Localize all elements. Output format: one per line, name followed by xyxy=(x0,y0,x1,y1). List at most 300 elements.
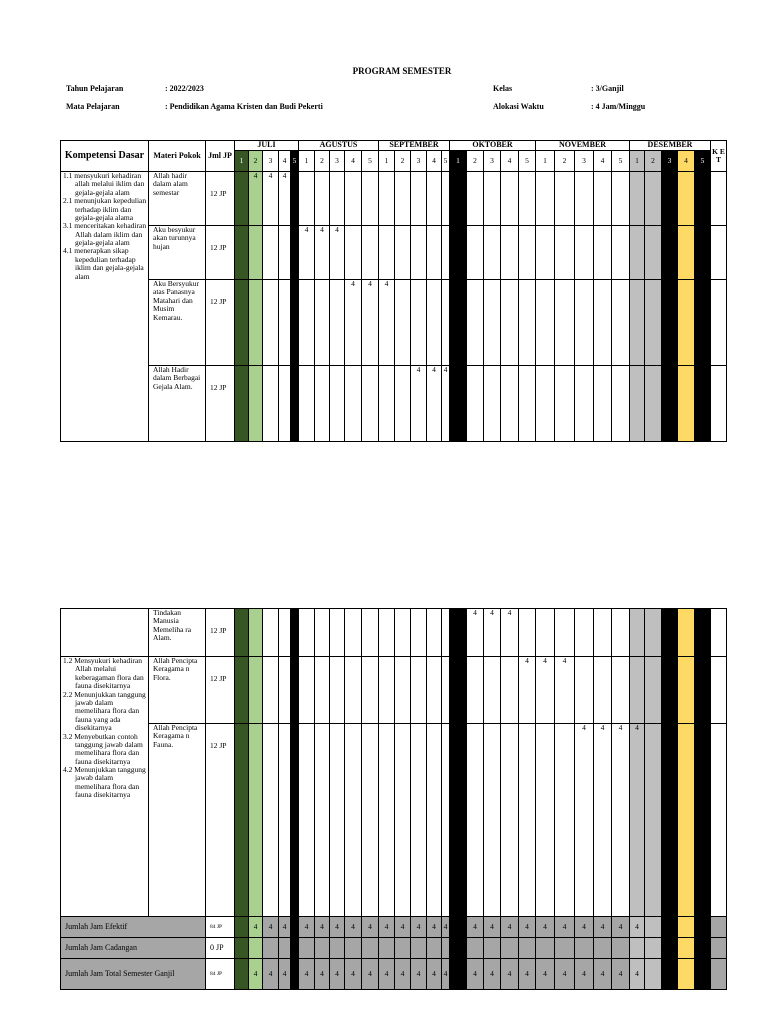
summary-week-cell xyxy=(519,938,536,959)
week-cell xyxy=(330,724,345,917)
week-cell xyxy=(395,225,411,279)
week-cell xyxy=(645,279,662,365)
week-cell xyxy=(484,171,501,225)
jp-value: 4 xyxy=(282,170,287,180)
table-row xyxy=(61,171,727,225)
week-cell xyxy=(263,365,279,441)
week-cell xyxy=(450,279,467,365)
week-cell xyxy=(555,225,575,279)
week-cell xyxy=(442,279,450,365)
week-cell xyxy=(299,171,315,225)
week-number: 3 xyxy=(411,150,427,171)
jp-value: 4 xyxy=(473,608,477,617)
summary-week-cell xyxy=(362,938,379,959)
summary-week-cell xyxy=(450,959,467,990)
jp-value: 4 xyxy=(335,224,339,234)
summary-week-cell xyxy=(594,959,612,990)
ket-cell xyxy=(711,657,727,724)
week-cell xyxy=(263,657,279,724)
week-cell xyxy=(379,279,395,365)
jp-cell: 12 JP xyxy=(206,609,235,657)
summary-week-cell xyxy=(645,959,662,990)
week-cell xyxy=(678,724,695,917)
week-number: 3 xyxy=(330,150,345,171)
week-number: 2 xyxy=(467,150,484,171)
week-cell xyxy=(249,724,263,917)
week-cell xyxy=(235,171,249,225)
jp-value: 4 xyxy=(543,968,547,978)
summary-week-cell xyxy=(519,917,536,938)
jp-value: 4 xyxy=(525,968,529,978)
jp-value: 4 xyxy=(368,921,372,931)
summary-week-cell xyxy=(678,917,695,938)
jp-value: 4 xyxy=(490,608,494,617)
week-cell xyxy=(594,279,612,365)
summary-week-cell xyxy=(630,938,645,959)
jp-value: 4 xyxy=(543,656,547,665)
week-cell xyxy=(594,225,612,279)
jp-value: 4 xyxy=(384,968,389,978)
summary-week-cell xyxy=(450,917,467,938)
week-cell xyxy=(330,279,345,365)
week-cell xyxy=(536,657,555,724)
week-cell xyxy=(612,279,630,365)
week-number: 3 xyxy=(484,150,501,171)
week-cell xyxy=(442,171,450,225)
month-header: NOVEMBER xyxy=(536,141,630,151)
week-cell xyxy=(427,279,442,365)
week-number: 4 xyxy=(678,150,695,171)
materi-cell: Aku besyukur akan turunnya hujan xyxy=(149,225,206,279)
week-cell xyxy=(519,657,536,724)
week-cell xyxy=(630,609,645,657)
week-cell xyxy=(695,279,711,365)
jp-value: 4 xyxy=(582,723,586,732)
week-number: 4 xyxy=(594,150,612,171)
summary-jp: 0 JP xyxy=(206,938,235,959)
ket-cell xyxy=(711,171,727,225)
jp-value: 4 xyxy=(618,968,623,978)
summary-week-cell xyxy=(345,917,362,938)
week-cell xyxy=(427,171,442,225)
jp-value: 4 xyxy=(253,170,258,180)
week-cell xyxy=(536,171,555,225)
summary-week-cell xyxy=(662,959,678,990)
week-number: 2 xyxy=(645,150,662,171)
jp-cell: 12 JP xyxy=(206,657,235,724)
week-cell xyxy=(630,225,645,279)
jp-value: 4 xyxy=(618,723,623,732)
kd-item: 3.2 Menyebutkan contoh tanggung jawab dalam memelihara flora dan fauna disekitarnya xyxy=(63,731,143,766)
jp-value: 4 xyxy=(351,278,355,288)
week-cell xyxy=(501,225,519,279)
week-cell xyxy=(315,225,330,279)
jp-value: 4 xyxy=(384,921,389,931)
table-row xyxy=(61,657,727,724)
week-number: 3 xyxy=(662,150,678,171)
jp-value: 4 xyxy=(600,968,605,978)
summary-week-cell xyxy=(555,959,575,990)
week-cell xyxy=(678,657,695,724)
summary-week-cell xyxy=(678,938,695,959)
jml-header: Jml JP xyxy=(206,141,235,172)
jp-value: 4 xyxy=(473,968,477,978)
jp-cell: 12 JP xyxy=(206,279,235,365)
week-cell xyxy=(235,609,249,657)
summary-week-cell xyxy=(519,959,536,990)
summary-week-cell xyxy=(695,938,711,959)
week-number: 1 xyxy=(235,150,249,171)
week-number: 4 xyxy=(279,150,291,171)
week-cell xyxy=(379,365,395,441)
week-cell xyxy=(501,609,519,657)
jp-value: 4 xyxy=(473,921,477,931)
week-cell xyxy=(467,279,484,365)
week-number: 5 xyxy=(519,150,536,171)
week-cell xyxy=(427,657,442,724)
summary-week-cell xyxy=(330,938,345,959)
week-cell xyxy=(249,225,263,279)
week-cell xyxy=(249,279,263,365)
materi-cell: Aku Bersyukur atas Panasnya Matahari dan Musim Kemarau. xyxy=(149,279,206,365)
week-number: 3 xyxy=(263,150,279,171)
summary-row xyxy=(61,917,727,938)
jp-value: 4 xyxy=(304,968,309,978)
month-header: OKTOBER xyxy=(450,141,536,151)
kd-item: 1.2 Mensyukuri kehadiran Allah melalui keberagaman flora dan fauna disekitarnya xyxy=(63,656,144,691)
month-header: JULI xyxy=(235,141,299,151)
summary-week-cell xyxy=(442,959,450,990)
summary-week-cell xyxy=(362,917,379,938)
week-cell xyxy=(519,225,536,279)
summary-week-cell xyxy=(263,938,279,959)
week-cell xyxy=(467,365,484,441)
program-table-page-2 xyxy=(60,608,727,990)
week-cell xyxy=(519,279,536,365)
mapel-value: : Pendidikan Agama Kristen dan Budi Pekerti xyxy=(165,102,323,111)
week-cell xyxy=(467,609,484,657)
week-cell xyxy=(249,657,263,724)
week-cell xyxy=(467,724,484,917)
kompetensi-header: Kompetensi Dasar xyxy=(61,141,149,172)
jp-value: 4 xyxy=(490,921,494,931)
jp-value: 4 xyxy=(635,723,639,732)
week-cell xyxy=(345,279,362,365)
week-cell xyxy=(555,657,575,724)
kompetensi-dasar-cell xyxy=(61,609,149,657)
week-cell xyxy=(279,365,291,441)
jp-value: 4 xyxy=(600,723,605,732)
week-cell xyxy=(395,171,411,225)
jp-value: 4 xyxy=(582,921,586,931)
week-number: 5 xyxy=(442,150,450,171)
week-cell xyxy=(575,225,594,279)
summary-label: Jumlah Jam Cadangan xyxy=(61,938,206,959)
ket-cell xyxy=(711,959,727,990)
summary-week-cell xyxy=(263,917,279,938)
summary-week-cell xyxy=(235,959,249,990)
jp-value: 4 xyxy=(268,968,273,978)
week-cell xyxy=(315,657,330,724)
week-cell xyxy=(678,609,695,657)
summary-week-cell xyxy=(501,917,519,938)
summary-week-cell xyxy=(362,959,379,990)
week-cell xyxy=(630,657,645,724)
week-cell xyxy=(645,365,662,441)
jp-value: 4 xyxy=(304,921,309,931)
week-cell xyxy=(630,365,645,441)
week-cell xyxy=(395,609,411,657)
summary-week-cell xyxy=(279,959,291,990)
week-cell xyxy=(575,279,594,365)
kd-item: 3.1 menceritakan kehadiran Allah dalam iklim dan gejala-gejala alam xyxy=(63,221,147,248)
week-cell xyxy=(594,365,612,441)
jp-cell: 12 JP xyxy=(206,171,235,225)
summary-week-cell xyxy=(411,917,427,938)
week-number: 5 xyxy=(612,150,630,171)
week-cell xyxy=(536,609,555,657)
table-row xyxy=(61,279,727,365)
week-cell xyxy=(362,365,379,441)
week-cell xyxy=(249,609,263,657)
week-number: 4 xyxy=(501,150,519,171)
week-cell xyxy=(249,365,263,441)
kd-item: 4.1 menerapkan sikap kepedulian terhadap iklim dan gejala-gejala alam xyxy=(63,246,144,281)
week-cell xyxy=(411,657,427,724)
summary-week-cell xyxy=(411,938,427,959)
summary-week-cell xyxy=(536,938,555,959)
week-cell xyxy=(450,657,467,724)
week-cell xyxy=(330,171,345,225)
summary-week-cell xyxy=(330,959,345,990)
summary-week-cell xyxy=(249,959,263,990)
table-row xyxy=(61,724,727,917)
materi-cell: Allah Pencipta Keragama n Flora. xyxy=(149,657,206,724)
week-cell xyxy=(662,609,678,657)
week-cell xyxy=(678,225,695,279)
jp-value: 4 xyxy=(562,656,567,665)
week-cell xyxy=(575,609,594,657)
jp-value: 4 xyxy=(525,921,529,931)
week-cell xyxy=(362,724,379,917)
week-cell xyxy=(450,171,467,225)
week-cell xyxy=(450,365,467,441)
week-cell xyxy=(279,609,291,657)
ket-cell xyxy=(711,724,727,917)
week-number: 1 xyxy=(299,150,315,171)
summary-week-cell xyxy=(291,959,299,990)
jp-value: 4 xyxy=(351,921,355,931)
summary-week-cell xyxy=(662,917,678,938)
kelas-value: : 3/Ganjil xyxy=(591,84,624,93)
week-cell xyxy=(450,609,467,657)
week-cell xyxy=(291,724,299,917)
summary-week-cell xyxy=(575,959,594,990)
ket-header: K E T xyxy=(711,141,727,172)
summary-week-cell xyxy=(536,959,555,990)
summary-week-cell xyxy=(379,938,395,959)
week-cell xyxy=(467,225,484,279)
week-cell xyxy=(427,724,442,917)
summary-week-cell xyxy=(315,917,330,938)
week-cell xyxy=(379,724,395,917)
week-cell xyxy=(645,225,662,279)
week-cell xyxy=(395,657,411,724)
ket-cell xyxy=(711,279,727,365)
jp-value: 4 xyxy=(507,608,512,617)
summary-week-cell xyxy=(395,959,411,990)
week-cell xyxy=(612,724,630,917)
week-cell xyxy=(484,657,501,724)
summary-week-cell xyxy=(345,938,362,959)
week-cell xyxy=(555,724,575,917)
kd-item: 2.1 menunjukan kepedulian terhadap iklim dan gejala-gejala alama xyxy=(63,196,147,222)
week-cell xyxy=(519,609,536,657)
week-cell xyxy=(630,171,645,225)
week-cell xyxy=(315,609,330,657)
jp-value: 4 xyxy=(253,968,258,978)
week-cell xyxy=(555,609,575,657)
jp-value: 4 xyxy=(618,921,623,931)
jp-value: 4 xyxy=(490,968,494,978)
ket-cell xyxy=(711,938,727,959)
summary-week-cell xyxy=(291,917,299,938)
week-cell xyxy=(442,365,450,441)
week-cell xyxy=(315,279,330,365)
tahun-value: : 2022/2023 xyxy=(165,84,204,93)
jp-value: 4 xyxy=(443,364,448,374)
summary-week-cell xyxy=(612,917,630,938)
week-cell xyxy=(263,171,279,225)
week-cell xyxy=(235,365,249,441)
week-cell xyxy=(536,279,555,365)
summary-week-cell xyxy=(645,917,662,938)
jp-value: 4 xyxy=(400,921,405,931)
summary-week-cell xyxy=(330,917,345,938)
week-cell xyxy=(467,657,484,724)
week-cell xyxy=(501,171,519,225)
summary-week-cell xyxy=(612,959,630,990)
week-cell xyxy=(612,365,630,441)
document-title: PROGRAM SEMESTER xyxy=(352,66,452,76)
week-number: 3 xyxy=(575,150,594,171)
summary-week-cell xyxy=(411,959,427,990)
week-cell xyxy=(662,279,678,365)
summary-week-cell xyxy=(630,959,645,990)
summary-week-cell xyxy=(467,938,484,959)
week-cell xyxy=(630,724,645,917)
week-cell xyxy=(330,657,345,724)
jp-value: 4 xyxy=(635,968,639,978)
summary-week-cell xyxy=(291,938,299,959)
week-cell xyxy=(484,279,501,365)
week-cell xyxy=(411,171,427,225)
jp-value: 4 xyxy=(432,968,436,978)
week-cell xyxy=(612,609,630,657)
week-cell xyxy=(662,724,678,917)
week-number: 5 xyxy=(362,150,379,171)
week-number: 5 xyxy=(291,150,299,171)
week-cell xyxy=(330,609,345,657)
week-cell xyxy=(362,609,379,657)
week-cell xyxy=(279,724,291,917)
week-cell xyxy=(299,609,315,657)
jp-value: 4 xyxy=(282,921,287,931)
week-cell xyxy=(484,365,501,441)
week-number: 1 xyxy=(450,150,467,171)
materi-cell: Allah hadir dalam alam semestar xyxy=(149,171,206,225)
summary-week-cell xyxy=(315,959,330,990)
week-cell xyxy=(519,171,536,225)
summary-label: Jumlah Jam Total Semester Ganjil xyxy=(61,959,206,990)
week-cell xyxy=(695,609,711,657)
week-cell xyxy=(427,609,442,657)
summary-week-cell xyxy=(395,938,411,959)
week-cell xyxy=(519,365,536,441)
week-cell xyxy=(235,225,249,279)
jp-value: 4 xyxy=(600,921,605,931)
week-cell xyxy=(575,365,594,441)
jp-value: 4 xyxy=(443,968,448,978)
materi-header: Materi Pokok xyxy=(149,141,206,172)
week-cell xyxy=(630,279,645,365)
summary-week-cell xyxy=(484,959,501,990)
week-cell xyxy=(395,365,411,441)
week-cell xyxy=(612,225,630,279)
summary-week-cell xyxy=(645,938,662,959)
kd-item: 2.2 Menunjukkan tanggung jawab dalam memelihara flora dan fauna yang ada disekitarnya xyxy=(63,689,146,733)
week-cell xyxy=(442,657,450,724)
week-cell xyxy=(263,279,279,365)
summary-week-cell xyxy=(594,938,612,959)
summary-week-cell xyxy=(484,938,501,959)
ket-cell xyxy=(711,609,727,657)
week-cell xyxy=(291,279,299,365)
week-cell xyxy=(594,657,612,724)
week-cell xyxy=(379,609,395,657)
week-cell xyxy=(299,279,315,365)
week-cell xyxy=(555,365,575,441)
week-number: 2 xyxy=(315,150,330,171)
jp-cell: 12 JP xyxy=(206,225,235,279)
summary-week-cell xyxy=(299,917,315,938)
header-row-months xyxy=(61,141,727,151)
jp-value: 4 xyxy=(320,968,324,978)
jp-value: 4 xyxy=(543,921,547,931)
week-cell xyxy=(678,171,695,225)
summary-jp: 84 JP xyxy=(206,917,235,938)
summary-week-cell xyxy=(555,938,575,959)
week-cell xyxy=(662,225,678,279)
kd-item: 1.1 mensyukuri kehadiran allah melalui iklim dan gejala-gejala alam xyxy=(63,170,145,197)
week-cell xyxy=(299,657,315,724)
jp-value: 4 xyxy=(335,921,339,931)
jp-value: 4 xyxy=(562,921,567,931)
jp-cell: 12 JP xyxy=(206,365,235,441)
week-cell xyxy=(279,279,291,365)
summary-week-cell xyxy=(235,917,249,938)
jp-value: 4 xyxy=(416,968,421,978)
week-cell xyxy=(695,657,711,724)
ket-cell xyxy=(711,365,727,441)
summary-week-cell xyxy=(299,959,315,990)
summary-week-cell xyxy=(501,959,519,990)
week-cell xyxy=(279,225,291,279)
week-cell xyxy=(442,225,450,279)
month-header: SEPTEMBER xyxy=(379,141,450,151)
week-cell xyxy=(249,171,263,225)
week-cell xyxy=(411,609,427,657)
